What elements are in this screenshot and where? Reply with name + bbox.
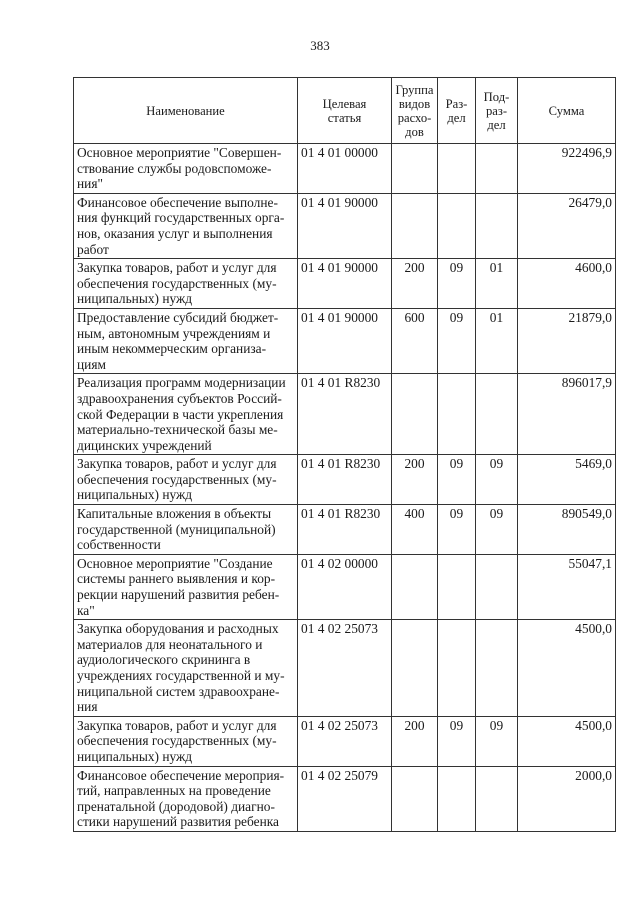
row-group: 200: [392, 259, 438, 309]
row-code: 01 4 02 25073: [298, 620, 392, 717]
row-code: 01 4 02 25079: [298, 766, 392, 831]
row-group: [392, 554, 438, 619]
table-row: [74, 259, 616, 309]
row-subsection: 09: [476, 716, 518, 766]
header-name: Наименование: [74, 78, 298, 144]
row-subsection: 01: [476, 259, 518, 309]
row-name: Предоставление субсидий бюджет- ным, автономным учреждениям и иным некоммерческим организа- циям: [74, 308, 298, 373]
row-group: 200: [392, 716, 438, 766]
row-subsection: 09: [476, 455, 518, 505]
row-section: 09: [438, 716, 476, 766]
row-code: 01 4 01 R8230: [298, 455, 392, 505]
header-subsection: Под- раз- дел: [476, 78, 518, 144]
row-amount: 55047,1: [518, 554, 616, 619]
row-group: [392, 766, 438, 831]
row-subsection: [476, 766, 518, 831]
row-subsection: 09: [476, 505, 518, 555]
row-subsection: [476, 374, 518, 455]
row-name: Капитальные вложения в объекты государственной (муниципальной) собственности: [74, 505, 298, 555]
table-row: [74, 766, 616, 831]
row-amount: 896017,9: [518, 374, 616, 455]
header-amount: Сумма: [518, 78, 616, 144]
row-name: Основное мероприятие "Совершен- ствование службы родовспоможе- ния": [74, 144, 298, 194]
row-subsection: [476, 554, 518, 619]
row-code: 01 4 01 90000: [298, 259, 392, 309]
row-amount: 5469,0: [518, 455, 616, 505]
row-name: Закупка товаров, работ и услуг для обеспечения государственных (му- ниципальных) нужд: [74, 455, 298, 505]
table-body: [74, 144, 616, 832]
row-section: 09: [438, 505, 476, 555]
row-name: Закупка оборудования и расходных материалов для неонатального и аудиологического скрининга в учреждениях государственной и му- ниципальной систем здравоохране- ния: [74, 620, 298, 717]
row-group: [392, 193, 438, 258]
row-amount: 922496,9: [518, 144, 616, 194]
row-code: 01 4 01 R8230: [298, 374, 392, 455]
row-group: 600: [392, 308, 438, 373]
header-section: Раз- дел: [438, 78, 476, 144]
row-amount: 21879,0: [518, 308, 616, 373]
row-group: 200: [392, 455, 438, 505]
table-row: [74, 620, 616, 717]
row-section: [438, 193, 476, 258]
row-code: 01 4 01 90000: [298, 308, 392, 373]
row-section: [438, 374, 476, 455]
row-section: [438, 554, 476, 619]
row-amount: 4500,0: [518, 620, 616, 717]
row-group: 400: [392, 505, 438, 555]
row-section: [438, 620, 476, 717]
row-group: [392, 620, 438, 717]
header-target: Целевая статья: [298, 78, 392, 144]
header-group: Группа видов расхо- дов: [392, 78, 438, 144]
table-row: [74, 193, 616, 258]
row-code: 01 4 01 00000: [298, 144, 392, 194]
row-group: [392, 374, 438, 455]
budget-table: [73, 77, 616, 832]
table-row: [74, 554, 616, 619]
page-number: 383: [310, 38, 330, 53]
row-subsection: 01: [476, 308, 518, 373]
row-section: 09: [438, 259, 476, 309]
row-name: Реализация программ модернизации здравоохранения субъектов Россий- ской Федерации в части укрепления материально-технической базы ме- дицинских учреждений: [74, 374, 298, 455]
table-row: [74, 308, 616, 373]
row-subsection: [476, 144, 518, 194]
row-code: 01 4 02 00000: [298, 554, 392, 619]
header-row: [74, 78, 616, 144]
row-code: 01 4 02 25073: [298, 716, 392, 766]
row-subsection: [476, 193, 518, 258]
table-row: [74, 505, 616, 555]
row-section: 09: [438, 455, 476, 505]
table-row: [74, 374, 616, 455]
table-row: [74, 144, 616, 194]
row-group: [392, 144, 438, 194]
row-name: Закупка товаров, работ и услуг для обеспечения государственных (му- ниципальных) нужд: [74, 716, 298, 766]
table-row: [74, 716, 616, 766]
row-name: Основное мероприятие "Создание системы раннего выявления и кор- рекции нарушений развития ребен- ка": [74, 554, 298, 619]
row-code: 01 4 01 90000: [298, 193, 392, 258]
row-section: [438, 144, 476, 194]
row-subsection: [476, 620, 518, 717]
row-code: 01 4 01 R8230: [298, 505, 392, 555]
row-name: Финансовое обеспечение мероприя- тий, направленных на проведение пренатальной (дородовой) диагно- стики нарушений развития ребенка: [74, 766, 298, 831]
row-amount: 4500,0: [518, 716, 616, 766]
row-amount: 4600,0: [518, 259, 616, 309]
row-section: [438, 766, 476, 831]
row-name: Закупка товаров, работ и услуг для обеспечения государственных (му- ниципальных) нужд: [74, 259, 298, 309]
row-amount: 890549,0: [518, 505, 616, 555]
row-section: 09: [438, 308, 476, 373]
table-row: [74, 455, 616, 505]
row-amount: 2000,0: [518, 766, 616, 831]
row-name: Финансовое обеспечение выполне- ния функций государственных орга- нов, оказания услуг и выполнения работ: [74, 193, 298, 258]
row-amount: 26479,0: [518, 193, 616, 258]
